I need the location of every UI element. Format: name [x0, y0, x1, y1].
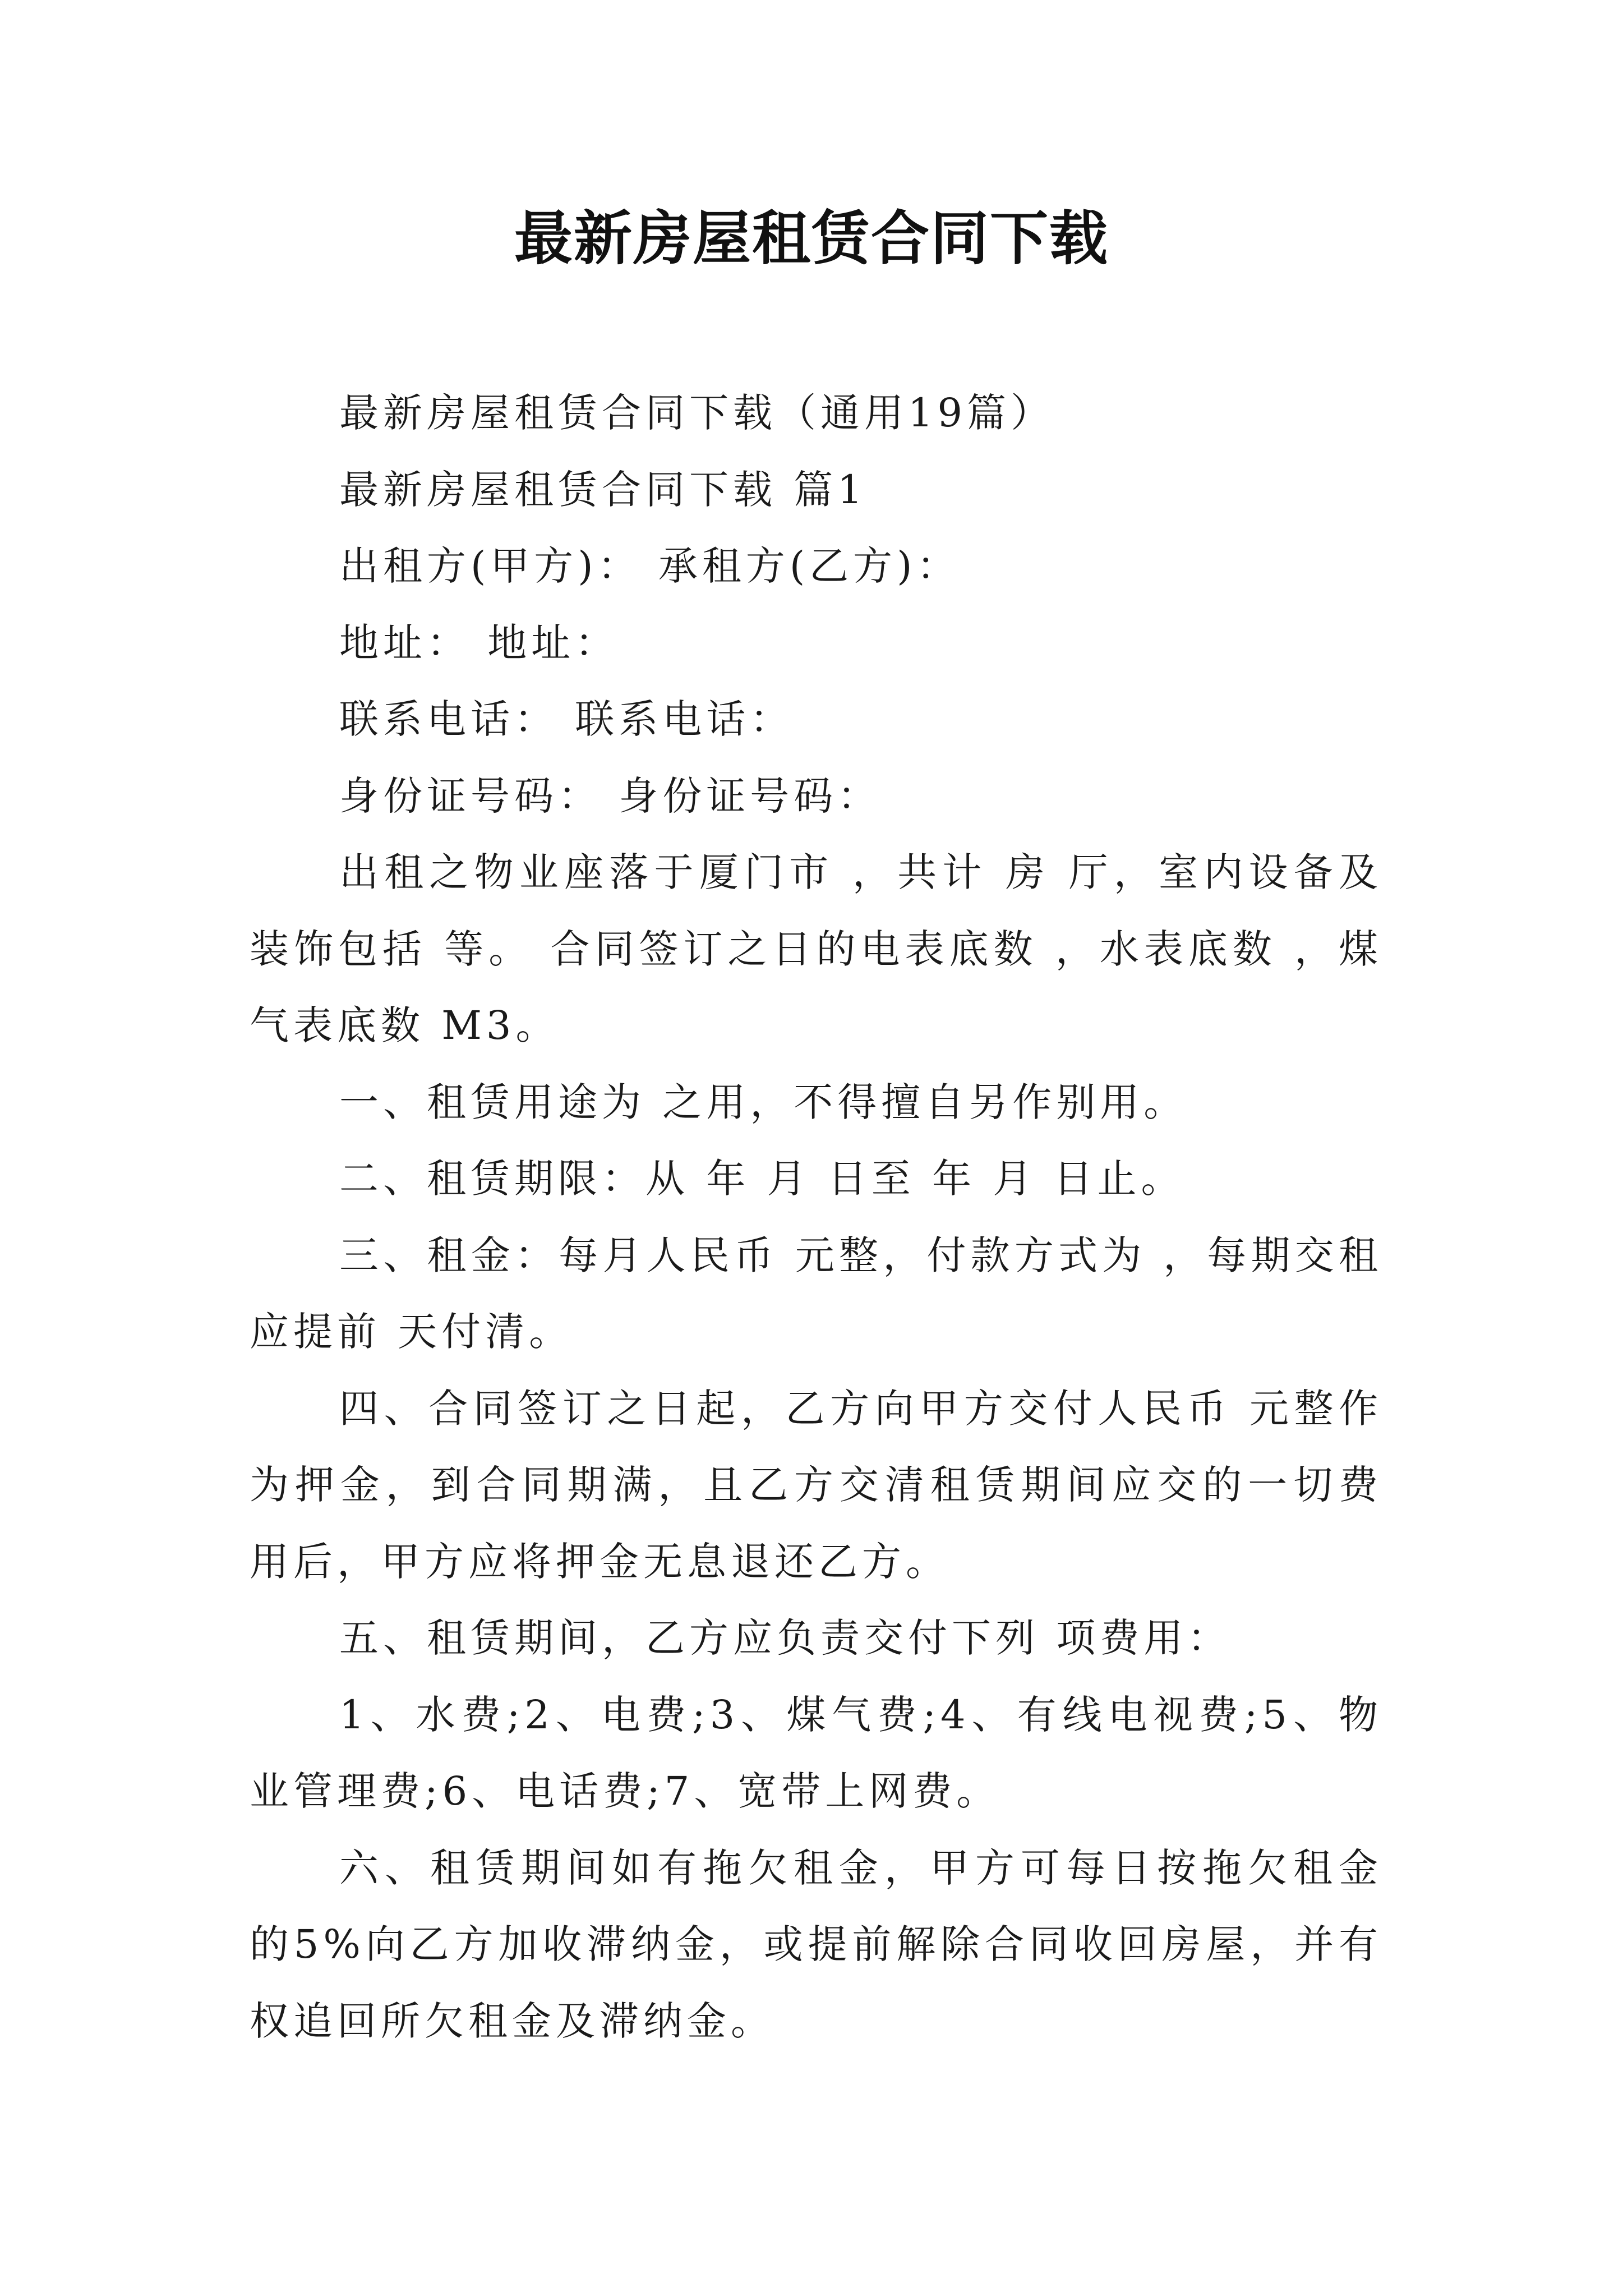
- paragraph-clause-6: 六、租赁期间如有拖欠租金，甲方可每日按拖欠租金的5%向乙方加收滞纳金，或提前解除合同收回房屋，并有权追回所欠租金及滞纳金。: [250, 1844, 1382, 2044]
- paragraph-property: 出租之物业座落于厦门市 ，共计 房 厅，室内设备及装饰包括 等。 合同签订之日的电表底数 ，水表底数 ，煤气表底数 M3。: [250, 849, 1382, 1048]
- paragraph-clause-2: 二、租赁期限：从 年 月 日至 年 月 日止。: [339, 1156, 1185, 1202]
- paragraph-clause-3: 三、租金：每月人民币 元整，付款方式为 ，每期交租应提前 天付清。: [250, 1232, 1382, 1355]
- paragraph-clause-5: 五、租赁期间，乙方应负责交付下列 项费用：: [339, 1615, 1232, 1661]
- paragraph-clause-1: 一、租赁用途为 之用，不得擅自另作别用。: [339, 1079, 1188, 1125]
- document-title: 最新房屋租赁合同下载: [514, 204, 1109, 273]
- paragraph-phone: 联系电话： 联系电话：: [339, 696, 794, 742]
- paragraph-fees-list: 1、水费;2、电费;3、煤气费;4、有线电视费;5、物业管理费;6、电话费;7、宽带上网费。: [250, 1691, 1382, 1814]
- paragraph-parties: 出租方(甲方)： 承租方(乙方)：: [339, 543, 961, 589]
- paragraph-section-heading: 最新房屋租赁合同下载 篇1: [339, 466, 867, 513]
- document-body: [250, 375, 1382, 2059]
- paragraph-subtitle: 最新房屋租赁合同下载（通用19篇）: [339, 390, 1055, 436]
- paragraph-clause-4: 四、合同签订之日起，乙方向甲方交付人民币 元整作为押金，到合同期满，且乙方交清租赁期间应交的一切费用后，甲方应将押金无息退还乙方。: [250, 1385, 1382, 1585]
- paragraph-id-number: 身份证号码： 身份证号码：: [339, 772, 882, 819]
- paragraph-address: 地址： 地址：: [339, 619, 619, 666]
